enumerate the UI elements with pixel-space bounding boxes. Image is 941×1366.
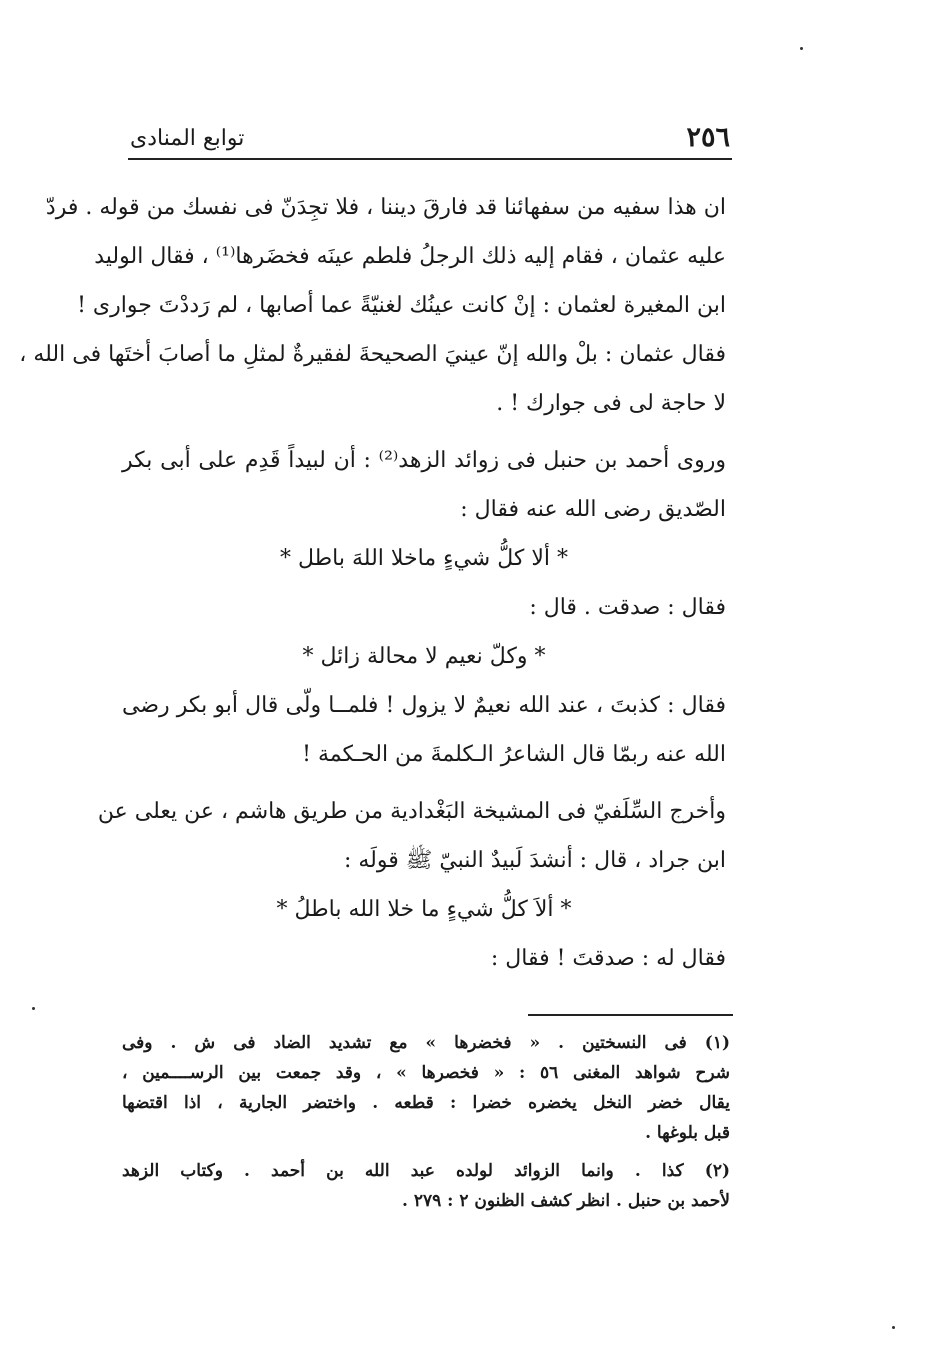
scan-speck	[800, 47, 803, 50]
text-line: فقال له : صدقتَ ! فقال :	[490, 946, 726, 971]
text-line: وروى أحمد بن حنبل فى زوائد الزهد⁽²⁾ : أن لبيداً قَدِم على أبى بكر	[122, 448, 726, 473]
page-header	[130, 118, 730, 160]
footnote-line: يقال خضر النخل يخضره خضرا : قطعه . واختضر الجارية ، اذا اقتضها	[122, 1093, 730, 1113]
main-text	[19, 183, 726, 983]
scan-speck	[892, 1326, 895, 1329]
footnote-line: لأحمد بن حنبل . انظر كشف الظنون ٢ : ٢٧٩ .	[401, 1191, 730, 1211]
page-number: ٢٥٦	[686, 122, 730, 153]
text-line: الصّديق رضى الله عنه فقال :	[460, 497, 726, 522]
footnote-line: (٢) كذا . وانما الزوائد لولده عبد الله بن أحمد . وكتاب الزهد	[122, 1161, 730, 1181]
text-line: وأخرج السِّلَفيّ فى المشيخة البَغْدادية من طريق هاشم ، عن يعلى عن	[97, 799, 726, 824]
text-line: ابن جراد ، قال : أنشدَ لَبيدٌ النبيّ ﷺ قولَه :	[343, 848, 726, 873]
running-head: توابع المنادى	[130, 126, 245, 151]
verse-line: * ألا كلُّ شيءٍ ماخلا اللهَ باطل *	[280, 546, 568, 571]
text-line: فقال عثمان : بلْ والله إنّ عينيَ الصحيحةَ لفقيرةٌ لمثلِ ما أصابَ أختَها فى الله ،	[19, 342, 726, 367]
footnote-line: (١) فى النسختين . « فخضرها » مع تشديد الضاد فى ش . وفى	[122, 1033, 730, 1053]
text-line: الله عنه ربمّا قال الشاعرُ الـكلمةَ من الحـكمة !	[302, 742, 726, 767]
scan-speck	[32, 1007, 35, 1010]
verse-line: * ألاَ كلُّ شيءٍ ما خلا الله باطلُ *	[276, 897, 572, 922]
text-line: فقال : كذبتَ ، عند الله نعيمٌ لا يزول ! فلمــا ولّى قال أبو بكر رضى	[122, 693, 726, 718]
text-line: عليه عثمان ، فقام إليه ذلك الرجلُ فلطم عينَه فخضَرها⁽¹⁾ ، فقال الوليد	[94, 244, 726, 269]
text-line: فقال : صدقت . قال :	[529, 595, 726, 620]
text-line: ابن المغيرة لعثمان : إنْ كانت عينُك لغنيّةً عما أصابها ، لم رَددْتَ جوارى !	[77, 293, 726, 318]
verse-line: * وكلّ نعيم لا محالة زائل *	[302, 644, 546, 669]
text-line: ان هذا سفيه من سفهائنا قد فارقَ ديننا ، فلا تجِدَنّ فى نفسك من قوله . فردّ	[45, 195, 726, 220]
header-rule	[128, 158, 732, 160]
footnote-line: قبل بلوغها .	[645, 1123, 730, 1143]
text-line: لا حاجة لى فى جوارك ! .	[496, 391, 726, 416]
footnote-rule	[528, 1014, 733, 1016]
footnote-line: شرح شواهد المغنى ٥٦ : « فخصرها » ، وقد جمعت بين الرســــمين ،	[122, 1063, 730, 1083]
footnotes	[122, 1028, 730, 1216]
